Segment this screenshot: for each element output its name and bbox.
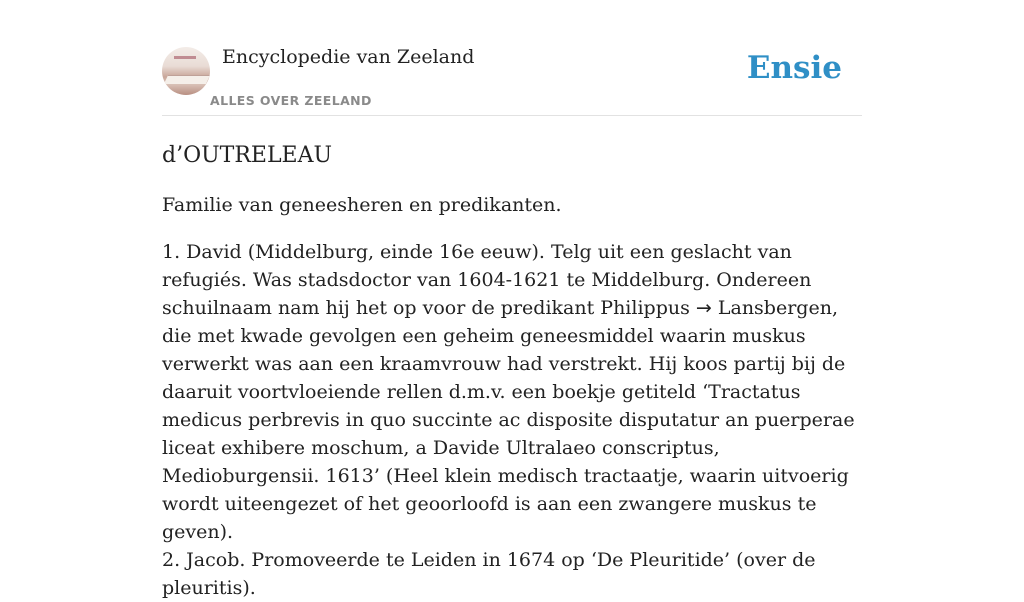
entry-item-2: 2. Jacob. Promoveerde te Leiden in 1674 op ‘De Pleuritide’ (over de pleuritis).: [162, 549, 816, 599]
entry-intro: Familie van geneesheren en predikanten.: [162, 194, 562, 216]
avatar-book-spine: [174, 56, 196, 59]
site-title[interactable]: Encyclopedie van Zeeland: [222, 46, 475, 68]
entry-title: d’OUTRELEAU: [162, 143, 333, 168]
entry-item-1-text-before: 1. David (Middelburg, einde 16e eeuw). Telg uit een geslacht van refugiés. Was stadsdoctor van 1604-1621 te Middelburg. Ondereen schuilnaam nam hij het op voor de predikant Philippus: [162, 241, 812, 319]
entry-item-1: [162, 238, 862, 546]
site-avatar[interactable]: [162, 47, 210, 95]
entry-body: [162, 191, 862, 602]
site-header: [162, 0, 862, 116]
brand-logo[interactable]: Ensie: [746, 50, 842, 86]
avatar-book: [164, 75, 210, 84]
cross-reference-arrow-icon: →: [695, 297, 712, 319]
site-subtitle: ALLES OVER ZEELAND: [210, 93, 372, 108]
cross-reference-link[interactable]: Lansbergen: [717, 297, 832, 319]
entry-item-1-text-after: , die met kwade gevolgen een geheim geneesmiddel waarin muskus verwerkt was aan een kraamvrouw had verstrekt. Hij koos partij bij de daaruit voortvloeiende rellen d.m.v. een boekje getiteld ‘Tractatus medicus perbrevis in quo succinte ac disposite disputatur an puerperae liceat exhibere moschum, a Davide Ultralaeo conscriptus, Medioburgensii. 1613’ (Heel klein medisch tractaatje, waarin uitvoerig wordt uiteengezet of het geoorloofd is aan een zwangere muskus te geven).: [162, 297, 855, 543]
